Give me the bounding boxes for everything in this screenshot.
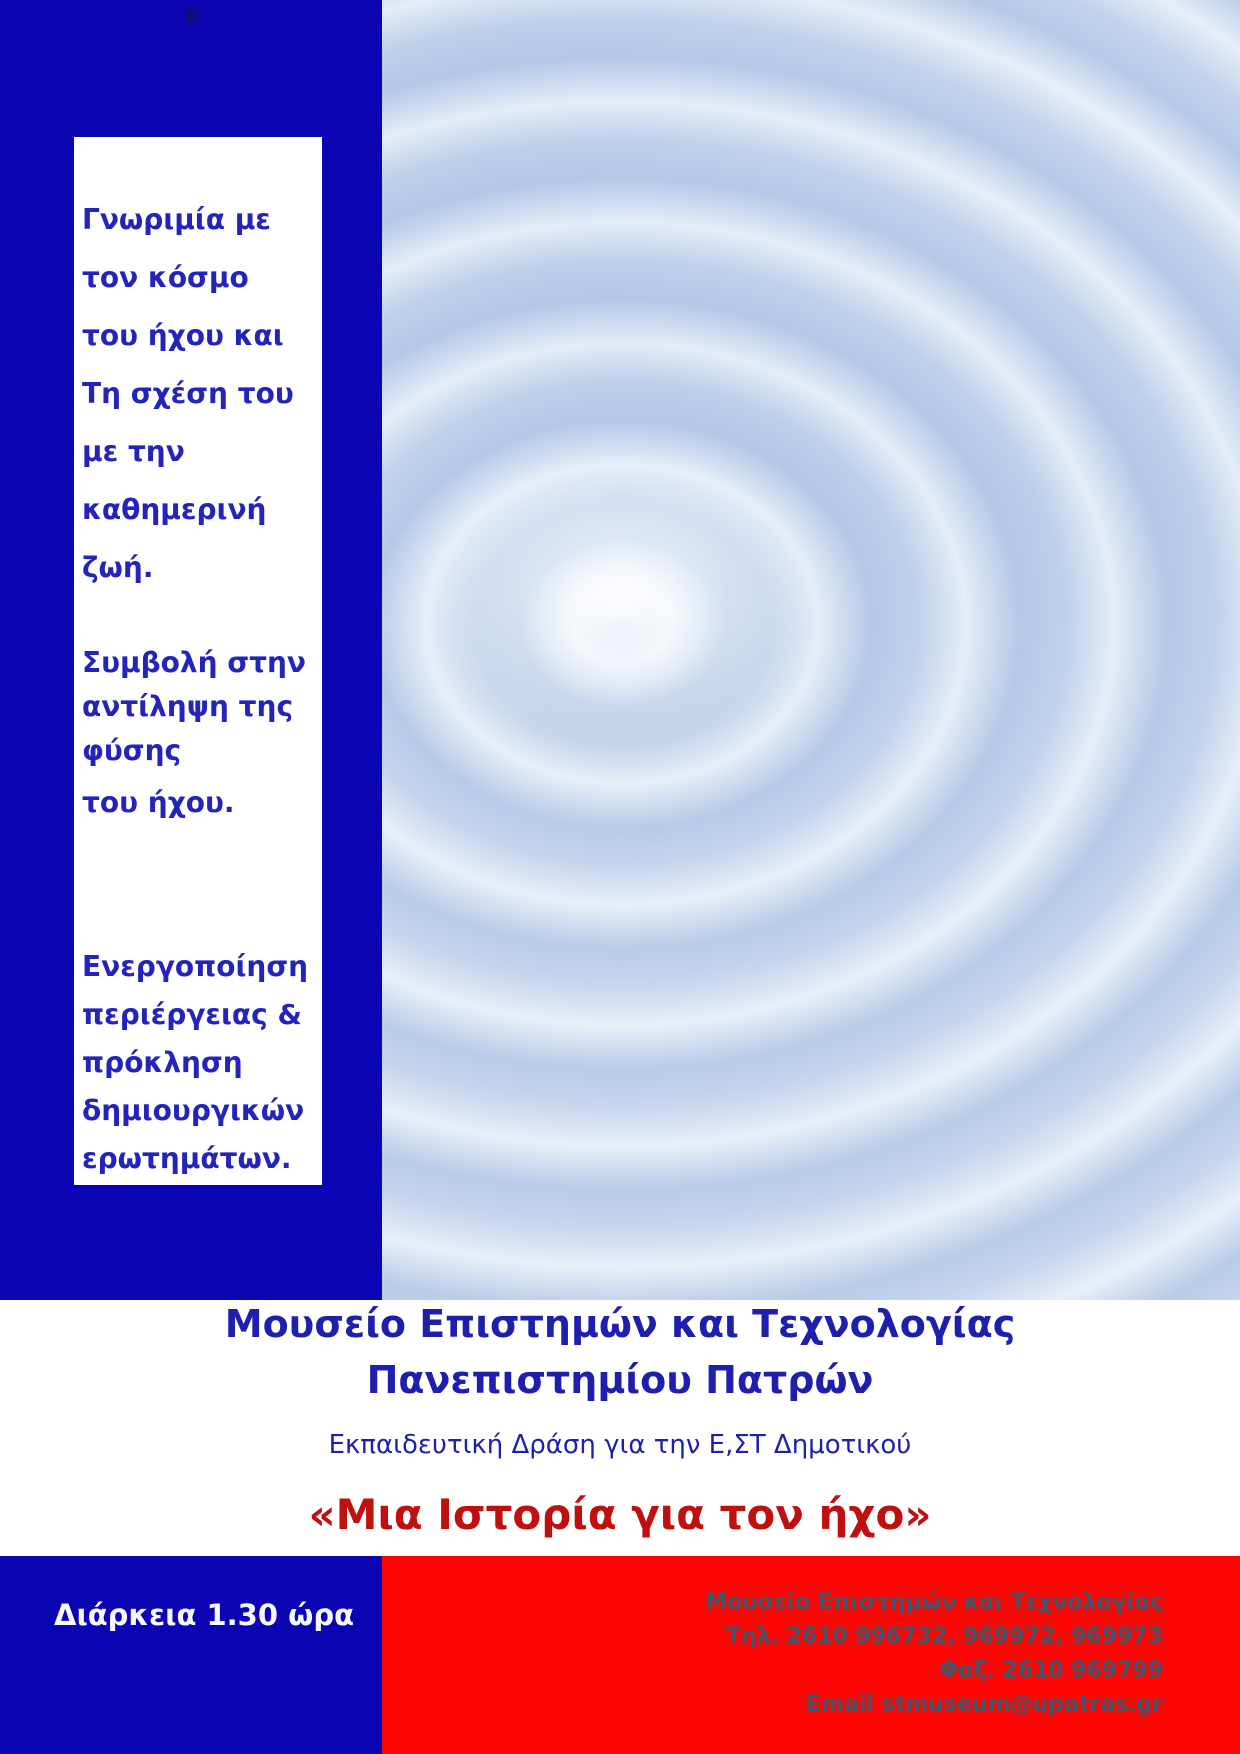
intro-line: του ήχου και xyxy=(82,319,284,352)
contribution-line: αντίληψη της xyxy=(82,690,294,723)
contact-line-museum: Μουσείο Επιστημών και Τεχνολογίας xyxy=(705,1590,1163,1615)
intro-line: καθημερινή xyxy=(82,493,267,526)
intro-line: τον κόσμο xyxy=(82,261,249,294)
museum-title-line1: Μουσείο Επιστημών και Τεχνολογίας xyxy=(224,1302,1016,1346)
contact-line-email: Email stmuseum@upatras.gr xyxy=(806,1692,1163,1717)
info-box xyxy=(74,137,322,1185)
intro-line: Γνωριμία με xyxy=(82,203,271,236)
contact-line-fax: Φαξ. 2610 969799 xyxy=(939,1658,1163,1683)
left-blue-band xyxy=(0,0,382,1300)
contribution-paragraph xyxy=(82,641,318,825)
education-subtitle: Εκπαιδευτική Δράση για την Ε,ΣΤ Δημοτικού xyxy=(328,1430,912,1460)
contact-block xyxy=(705,1586,1163,1722)
activation-line: πρόκληση xyxy=(82,1046,243,1079)
activation-line: ερωτημάτων. xyxy=(82,1142,292,1175)
intro-line: με την xyxy=(82,435,185,468)
duration-band xyxy=(0,1556,382,1754)
duration-label: Διάρκεια 1.30 ώρα xyxy=(54,1598,355,1632)
water-ripple-image xyxy=(382,0,1240,1300)
activation-line: δημιουργικών xyxy=(82,1094,305,1127)
stray-character: D xyxy=(186,6,199,25)
activation-paragraph xyxy=(82,943,318,1183)
intro-paragraph xyxy=(82,191,318,597)
event-title: «Μια Ιστορία για τον ήχο» xyxy=(308,1490,932,1539)
intro-line: Τη σχέση του xyxy=(82,377,294,410)
activation-line: Ενεργοποίηση xyxy=(82,950,309,983)
activation-line: περιέργειας & xyxy=(82,998,302,1031)
contact-band xyxy=(382,1556,1240,1754)
contribution-line: του ήχου. xyxy=(82,786,235,819)
intro-line: ζωή. xyxy=(82,551,154,584)
museum-title-line2: Πανεπιστημίου Πατρών xyxy=(366,1358,874,1402)
contribution-line: φύσης xyxy=(82,734,182,767)
contribution-line: Συμβολή στην xyxy=(82,646,306,679)
contact-line-phone: Τηλ. 2610 996732, 969972, 969973 xyxy=(725,1624,1163,1649)
